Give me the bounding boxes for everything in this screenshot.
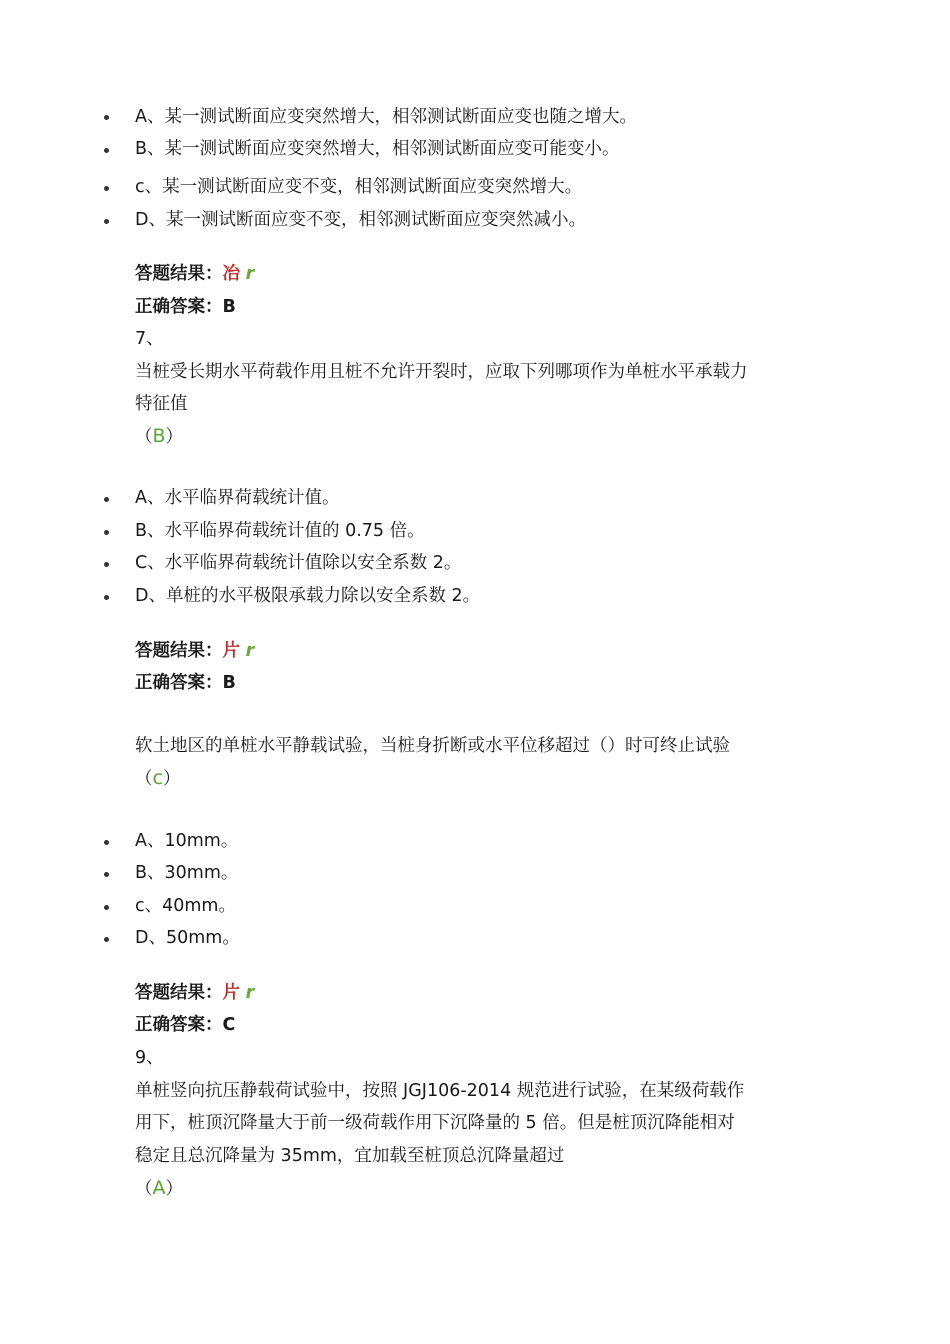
- q9-answer: [135, 1176, 183, 1200]
- option-d: D、50mm。: [135, 928, 240, 948]
- bullet: [104, 530, 109, 535]
- q6-correct-answer: [135, 295, 236, 319]
- q8-correct-answer: [135, 1013, 235, 1037]
- q7-result: [135, 639, 254, 663]
- check-mark: r: [245, 983, 255, 1003]
- q8-result: [135, 981, 254, 1005]
- option-a: A、10mm。: [135, 831, 239, 851]
- bullet: [104, 562, 109, 567]
- option-b: B、水平临界荷载统计值的 0.75 倍。: [135, 521, 425, 541]
- correct-label: 正确答案：: [135, 1015, 223, 1035]
- bullet: [104, 148, 109, 153]
- paren-close: ）: [165, 1179, 183, 1199]
- option-b: B、某一测试断面应变突然增大，相邻测试断面应变可能变小。: [135, 139, 620, 159]
- q9-stem-line3: 稳定且总沉降量为 35mm，宜加载至桩顶总沉降量超过: [135, 1146, 565, 1166]
- answer-letter: c: [152, 767, 163, 789]
- paren-open: （: [135, 769, 153, 789]
- correct-value: B: [222, 673, 236, 693]
- correct-label: 正确答案：: [135, 297, 223, 317]
- paren-close: ）: [165, 427, 184, 447]
- bullet: [104, 840, 109, 845]
- option-d: D、单桩的水平极限承载力除以安全系数 2。: [135, 586, 481, 606]
- q8-stem-line1: 软土地区的单桩水平静载试验，当桩身折断或水平位移超过（）时可终止试验: [135, 736, 730, 756]
- option-a: A、某一测试断面应变突然增大，相邻测试断面应变也随之增大。: [135, 107, 637, 127]
- bullet: [104, 115, 109, 120]
- paren-open: （: [135, 427, 153, 447]
- bullet: [104, 937, 109, 942]
- option-a: A、水平临界荷载统计值。: [135, 488, 340, 508]
- q7-stem-line1: 当桩受长期水平荷载作用且桩不允许开裂时，应取下列哪项作为单桩水平承载力: [135, 362, 748, 382]
- q9-stem-line2: 用下，桩顶沉降量大于前一级荷载作用下沉降量的 5 倍。但是桩顶沉降能相对: [135, 1113, 735, 1133]
- bullet: [104, 905, 109, 910]
- q7-stem-line2: 特征值: [135, 394, 188, 414]
- q9-stem-line1: 单桩竖向抗压静载荷试验中，按照 JGJ106-2014 规范进行试验，在某级荷载作: [135, 1081, 745, 1101]
- paren-open: （: [135, 1179, 153, 1199]
- q9-number: 9、: [135, 1048, 164, 1068]
- result-label: 答题结果：: [135, 264, 223, 284]
- q7-number: 7、: [135, 329, 164, 349]
- q7-answer: [135, 424, 183, 448]
- result-mark: 片: [222, 641, 240, 661]
- bullet: [104, 219, 109, 224]
- check-mark: r: [245, 641, 255, 661]
- correct-label: 正确答案：: [135, 673, 223, 693]
- option-c: c、40mm。: [135, 896, 236, 916]
- result-mark: 冶: [222, 264, 240, 284]
- bullet: [104, 595, 109, 600]
- result-label: 答题结果：: [135, 983, 223, 1003]
- q7-correct-answer: [135, 671, 236, 695]
- option-c: C、水平临界荷载统计值除以安全系数 2。: [135, 553, 462, 573]
- q6-result: [135, 262, 254, 286]
- bullet: [104, 497, 109, 502]
- option-c: c、某一测试断面应变不变，相邻测试断面应变突然增大。: [135, 177, 583, 197]
- option-b: B、30mm。: [135, 863, 239, 883]
- result-mark: 片: [222, 983, 240, 1003]
- answer-letter: A: [152, 1177, 166, 1199]
- correct-value: B: [222, 297, 236, 317]
- answer-letter: B: [152, 425, 166, 447]
- option-d: D、某一测试断面应变不变，相邻测试断面应变突然减小。: [135, 210, 586, 230]
- correct-value: C: [222, 1015, 236, 1035]
- result-label: 答题结果：: [135, 641, 223, 661]
- q8-answer: [135, 766, 180, 790]
- check-mark: r: [245, 264, 255, 284]
- bullet: [104, 186, 109, 191]
- paren-close: ）: [162, 769, 181, 789]
- bullet: [104, 872, 109, 877]
